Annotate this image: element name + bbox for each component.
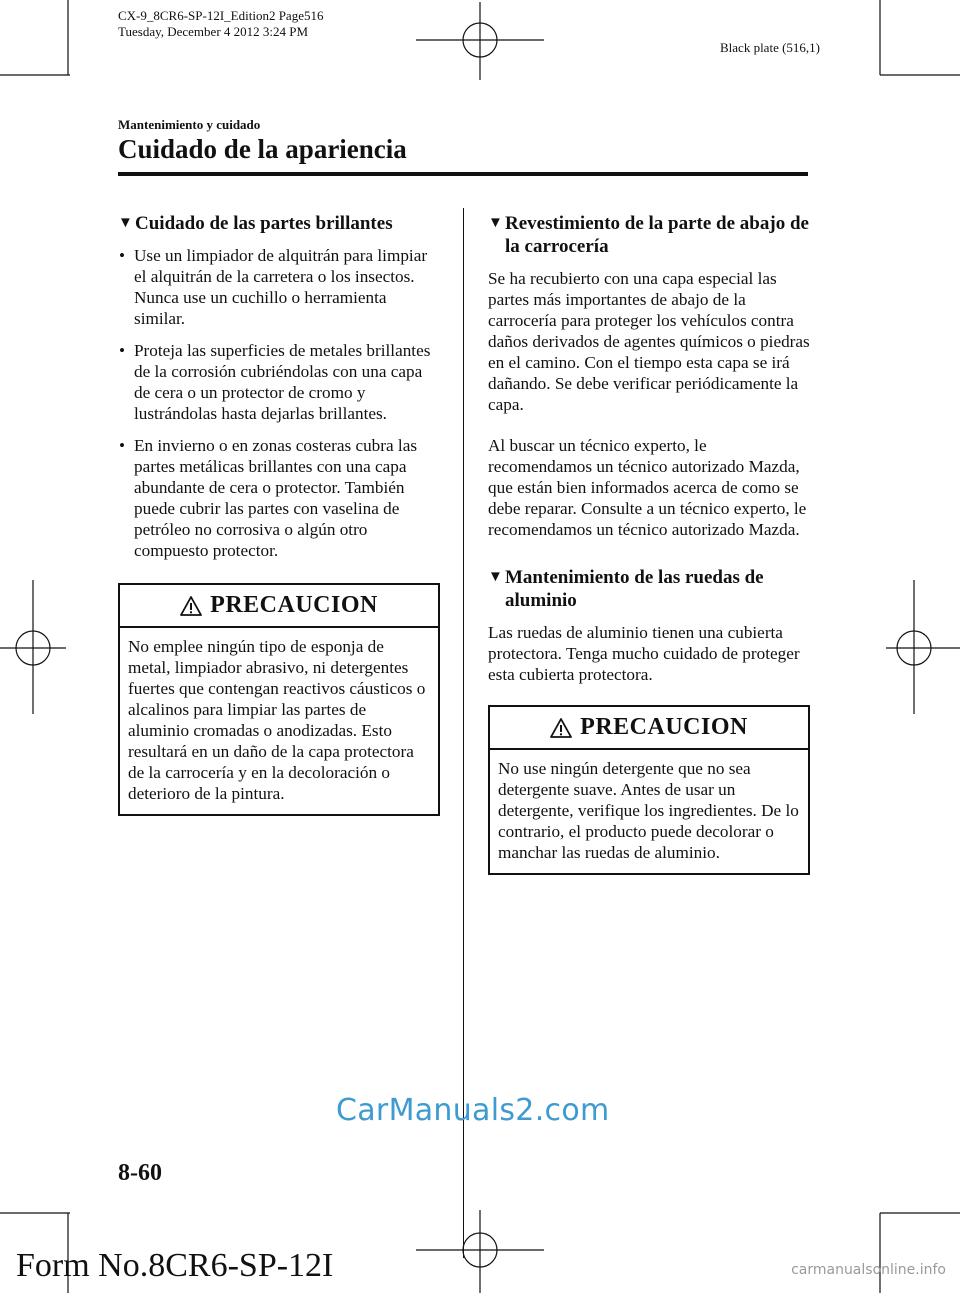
site-watermark: carmanualsonline.info <box>791 1262 946 1278</box>
caution-title: PRECAUCION <box>580 714 748 740</box>
left-column <box>118 212 440 816</box>
paragraph: Se ha recubierto con una capa especial las partes más importantes de abajo de la carrocería para proteger los vehículos contra daños derivados de agentes químicos o piedras en el camino. Con el tiempo esta capa se irá dañando. Se debe verificar periódicamente la capa. <box>488 269 810 414</box>
registration-mark-icon <box>886 580 960 714</box>
heading-text: Revestimiento de la parte de abajo de la carrocería <box>505 213 809 257</box>
registration-mark-icon <box>416 1210 544 1293</box>
list-item: • Use un limpiador de alquitrán para limpiar el alquitrán de la carretera o los insectos. Nunca use un cuchillo o herramienta similar. <box>118 245 440 329</box>
section-label: Mantenimiento y cuidado <box>118 117 261 132</box>
paragraph: Las ruedas de aluminio tienen una cubierta protectora. Tenga mucho cuidado de proteger esta cubierta protectora. <box>488 623 800 684</box>
bullet-list <box>118 245 440 561</box>
registration-mark-icon <box>416 2 544 80</box>
plate-label: Black plate (516,1) <box>720 40 820 55</box>
list-item: • En invierno o en zonas costeras cubra las partes metálicas brillantes con una capa abundante de cera o protector. También puede cubrir las partes con vaselina de petróleo no corrosiva o algún otro compuesto protector. <box>118 435 440 561</box>
caution-body: No emplee ningún tipo de esponja de metal, limpiador abrasivo, ni detergentes fuertes que contengan reactivos cáusticos o alcalinos para limpiar las partes de aluminio cromadas o anodizadas. Esto resultará en un daño de la capa protectora de la carrocería y en la decoloración o deterioro de la pintura. <box>128 637 426 803</box>
warning-icon <box>180 596 202 616</box>
caution-title: PRECAUCION <box>210 592 378 618</box>
section-heading <box>488 212 810 258</box>
section-heading <box>488 566 810 612</box>
triangle-down-icon: ▼ <box>488 215 503 231</box>
watermark-link[interactable]: CarManuals2.com <box>336 1093 610 1128</box>
print-meta-line1: CX-9_8CR6-SP-12I_Edition2 Page516 <box>118 8 324 23</box>
title-rule <box>118 172 808 176</box>
caution-header <box>490 707 808 750</box>
heading-text: Cuidado de las partes brillantes <box>135 213 393 234</box>
right-column <box>488 212 810 875</box>
heading-text: Mantenimiento de las ruedas de aluminio <box>505 567 764 611</box>
list-item: • Proteja las superficies de metales brillantes de la corrosión cubriéndolas con una capa de cera o un protector de cromo y lustrándolas hasta dejarlas brillantes. <box>118 340 440 424</box>
print-meta-line2: Tuesday, December 4 2012 3:24 PM <box>118 24 309 39</box>
registration-mark-icon <box>0 580 66 714</box>
print-metadata <box>118 8 323 40</box>
form-number: Form No.8CR6-SP-12I <box>16 1247 334 1284</box>
triangle-down-icon: ▼ <box>118 215 133 231</box>
triangle-down-icon: ▼ <box>488 569 503 585</box>
page-title: Cuidado de la apariencia <box>118 134 407 164</box>
caution-body: No use ningún detergente que no sea detergente suave. Antes de usar un detergente, verifique los ingredientes. De lo contrario, el producto puede decolorar o manchar las ruedas de aluminio. <box>498 759 799 862</box>
page-number: 8-60 <box>118 1160 162 1186</box>
paragraph: Al buscar un técnico experto, le recomendamos un técnico autorizado Mazda, que están bien informados acerca de como se debe reparar. Consulte a un técnico experto, le recomendamos un técnico autorizado Mazda. <box>488 436 807 539</box>
section-heading <box>118 212 440 235</box>
warning-icon <box>550 718 572 738</box>
caution-header <box>120 585 438 628</box>
caution-box <box>488 705 810 875</box>
caution-box <box>118 583 440 816</box>
